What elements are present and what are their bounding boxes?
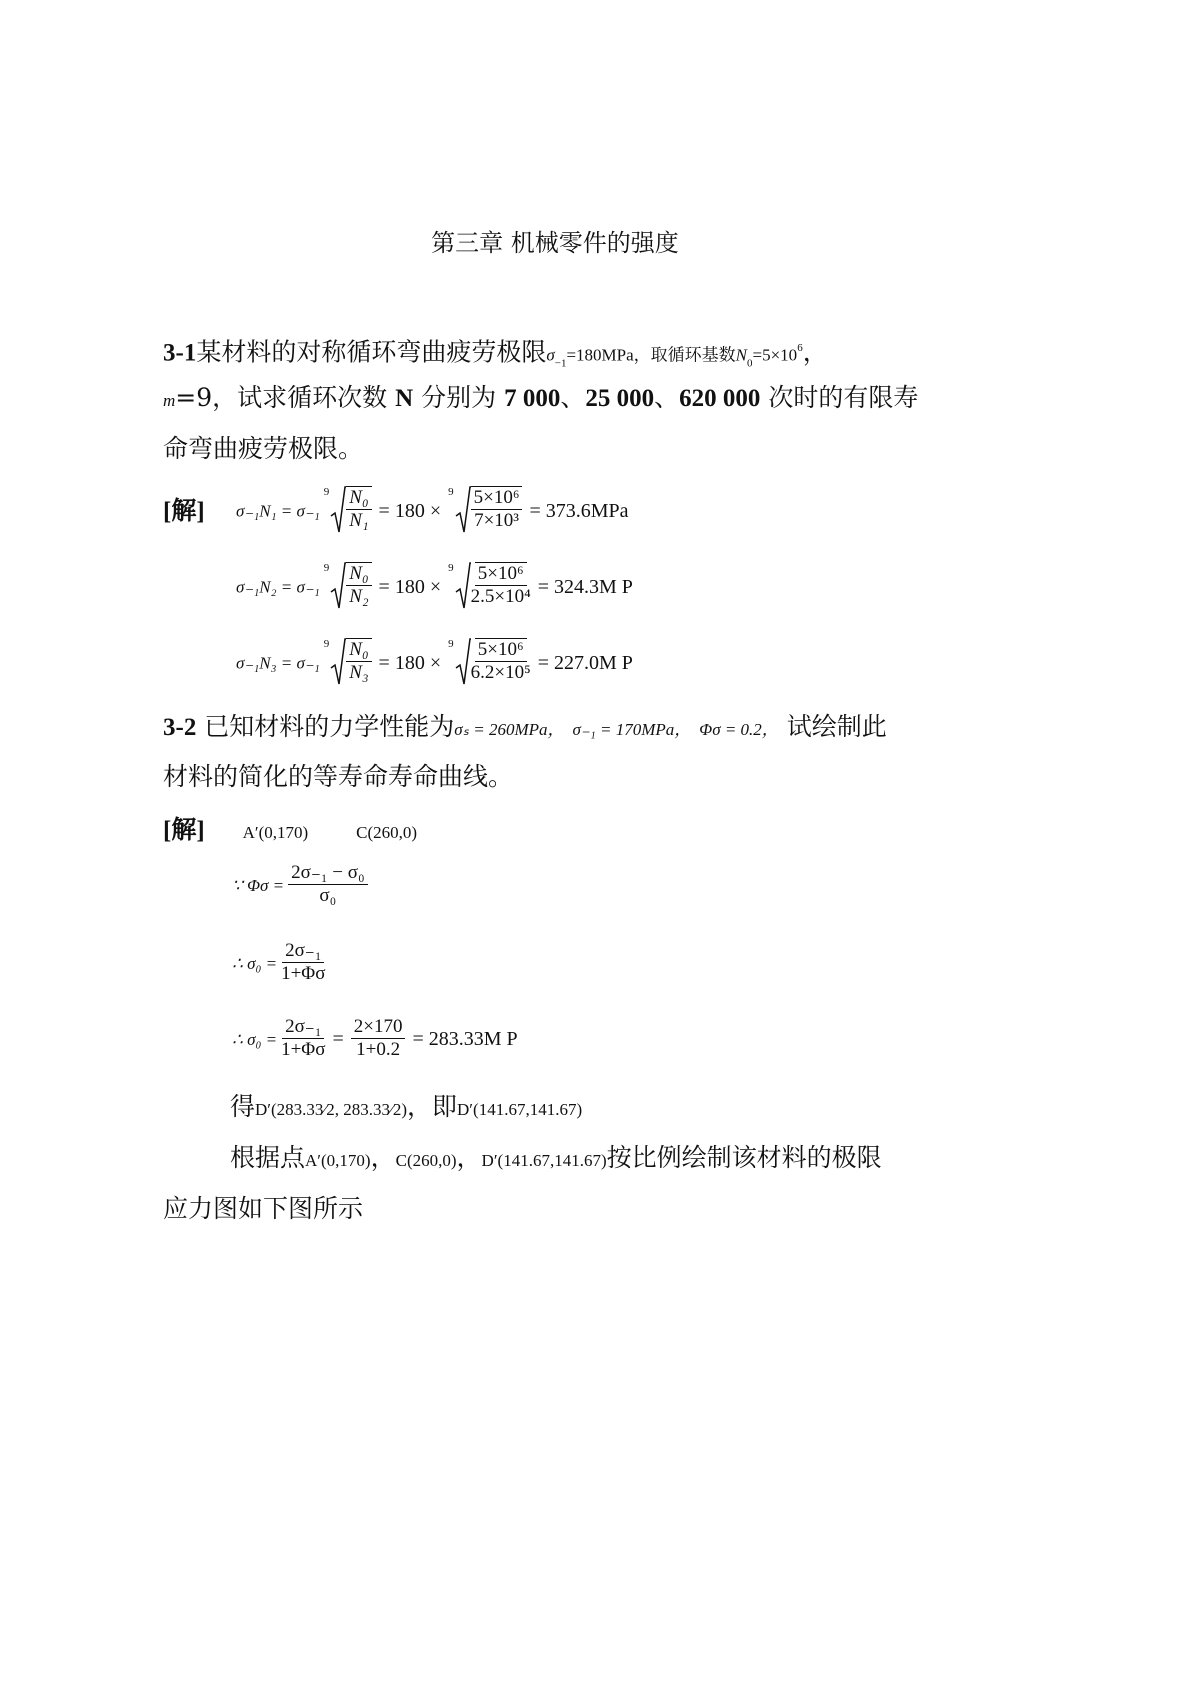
text: ，即 (407, 1092, 458, 1121)
text: 得 (230, 1092, 256, 1121)
root-index: 9 (323, 638, 330, 650)
numerator: N₀ (346, 638, 371, 662)
math: Φσ = 0.2， (699, 720, 779, 739)
math: 0 (747, 357, 753, 370)
solution-3-2 (163, 813, 417, 850)
math: = (332, 1028, 344, 1050)
lhs: σ₋₁N₃ = σ₋₁ (236, 653, 320, 673)
math: σ (546, 345, 555, 365)
problem-3-1-line-1 (163, 331, 828, 380)
math: ∴ σ₀ = (232, 1030, 278, 1049)
numerator: 5×10⁶ (475, 638, 527, 662)
radical-icon (330, 562, 346, 610)
ninth-root (324, 486, 372, 534)
denominator: 2.5×10⁴ (470, 586, 531, 607)
text: 按比例绘制该材料的极限 (606, 1143, 882, 1172)
math: D′(283.33⁄2, 283.33⁄2) (255, 1100, 408, 1119)
text: 已知材料的力学性能为 (204, 712, 455, 741)
text: 、 (654, 383, 680, 412)
problem-3-2-line-2: 材料的简化的等寿命寿命曲线。 (163, 762, 514, 791)
math: ∴ σ₀ = (232, 954, 278, 973)
problem-3-1-line-2 (163, 381, 918, 418)
numerator: 2σ₋₁ (282, 1016, 324, 1039)
root-index: 9 (448, 486, 454, 498)
text: 试绘制此 (786, 712, 887, 741)
problem-number: 3-2 (163, 714, 197, 741)
text: 620 000 (679, 385, 761, 412)
root-index: 9 (448, 562, 454, 574)
root-index: 9 (323, 486, 330, 498)
result: = 373.6MPa (529, 499, 629, 522)
text: 某材料的对称循环弯曲疲劳极限 (196, 337, 547, 367)
ninth-root (448, 638, 531, 686)
math: m (163, 391, 176, 410)
numerator: 5×10⁶ (471, 486, 523, 510)
math: =180MPa，取循环基数 (566, 345, 736, 365)
numerator: 2×170 (351, 1016, 406, 1039)
text: ， (456, 1143, 482, 1172)
radical-icon (330, 638, 346, 686)
ninth-root (324, 562, 372, 610)
solution-label: [解] (163, 817, 205, 844)
text: ， (802, 337, 828, 367)
step-1 (232, 862, 372, 907)
solution-label: [解] (163, 498, 205, 525)
problem-3-1-line-3: 命弯曲疲劳极限。 (163, 434, 364, 463)
root-index: 9 (323, 562, 330, 574)
math: σ₋₁ = 170MPa， (572, 720, 692, 739)
problem-3-2-line-1 (163, 710, 887, 747)
denominator: σ₀ (319, 885, 337, 906)
problem-number: 3-1 (163, 339, 197, 367)
text: 根据点 (230, 1143, 306, 1172)
text: N (395, 385, 414, 412)
step-3 (232, 1016, 521, 1061)
math: N (735, 345, 747, 365)
formula-2 (236, 562, 636, 610)
denominator: N₁ (349, 510, 369, 531)
math: ∵ Φσ = (232, 876, 285, 895)
denominator: 7×10³ (474, 510, 519, 531)
math: C(260,0) (395, 1151, 457, 1170)
formula-3 (236, 638, 636, 686)
denominator: 1+Φσ (281, 1039, 326, 1060)
formula-1 (236, 486, 632, 534)
text: ， (370, 1143, 396, 1172)
math: 6 (797, 342, 803, 354)
result: = 324.3M P (537, 575, 633, 598)
step-5 (230, 1141, 882, 1178)
radical-icon (330, 486, 346, 534)
math: = 180 × (378, 651, 442, 674)
math: D′(141.67,141.67) (481, 1151, 607, 1170)
denominator: 6.2×10⁵ (470, 662, 531, 683)
text: 、 (560, 383, 586, 412)
radical-icon (455, 638, 471, 686)
result: = 283.33M P (412, 1028, 518, 1050)
math: −1 (554, 357, 567, 370)
text: 分别为 (421, 383, 497, 412)
numerator: 2σ₋₁ (282, 940, 324, 963)
point-a: A′(0,170) (242, 823, 309, 842)
denominator: N₃ (349, 662, 369, 683)
denominator: 1+Φσ (281, 963, 326, 984)
ninth-root (448, 562, 531, 610)
math: = 180 × (378, 575, 442, 598)
text: 7 000 (504, 385, 561, 412)
chapter-title: 第三章 机械零件的强度 (431, 229, 679, 257)
math: = 180 × (378, 499, 442, 522)
result: = 227.0M P (537, 651, 633, 674)
text: =9，试求循环次数 (175, 383, 388, 412)
point-c: C(260,0) (356, 823, 418, 842)
radical-icon (455, 562, 471, 610)
math: D′(141.67,141.67) (457, 1100, 583, 1119)
root-index: 9 (448, 638, 454, 650)
numerator: N₀ (346, 486, 371, 510)
text: 次时的有限寿 (768, 383, 919, 412)
step-6: 应力图如下图所示 (163, 1194, 364, 1223)
math: σₛ = 260MPa， (454, 720, 565, 739)
lhs: σ₋₁N₂ = σ₋₁ (236, 577, 320, 597)
text: 25 000 (585, 385, 655, 412)
denominator: N₂ (349, 586, 369, 607)
ninth-root (324, 638, 372, 686)
numerator: N₀ (346, 562, 371, 586)
numerator: 2σ₋₁ − σ₀ (288, 862, 367, 885)
lhs: σ₋₁N₁ = σ₋₁ (236, 501, 320, 521)
ninth-root (448, 486, 522, 534)
denominator: 1+0.2 (356, 1039, 401, 1060)
radical-icon (455, 486, 471, 534)
numerator: 5×10⁶ (475, 562, 527, 586)
step-4 (230, 1090, 582, 1127)
step-2 (232, 940, 329, 985)
math: A′(0,170) (305, 1151, 371, 1170)
math: =5×10 (752, 345, 798, 365)
